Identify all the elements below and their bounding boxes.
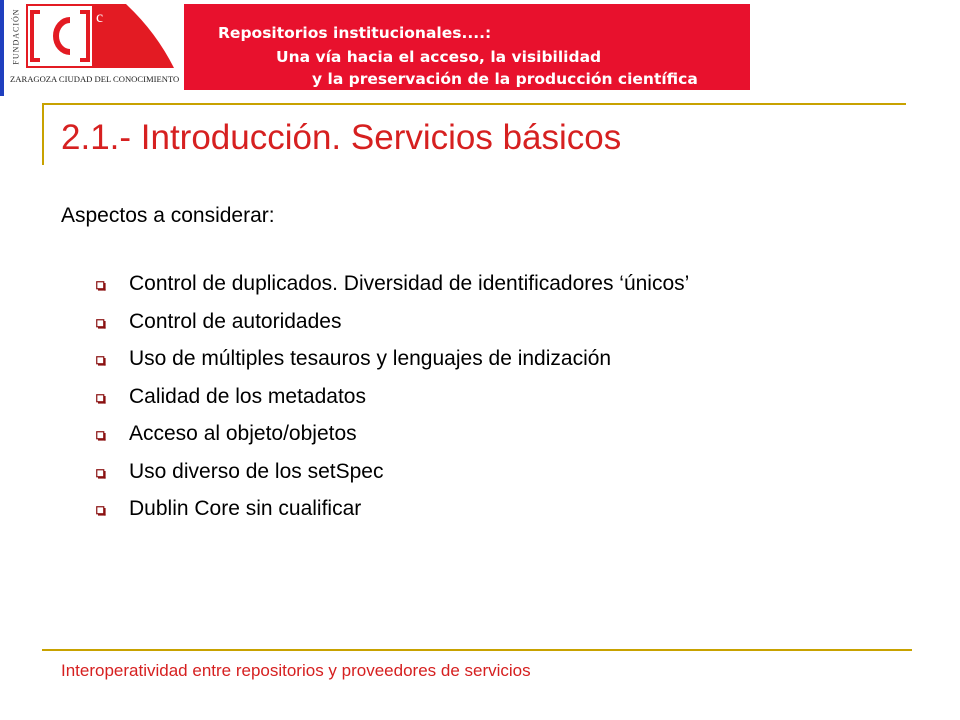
banner-line-2: Una vía hacia el acceso, la visibilidad (276, 48, 602, 66)
hollow-square-bullet-icon (96, 356, 106, 366)
header-banner (184, 4, 750, 90)
hollow-square-bullet-icon (96, 431, 106, 441)
bullet-text: Uso diverso de los setSpec (129, 459, 384, 483)
bullet-text: Control de duplicados. Diversidad de identificadores ‘únicos’ (129, 272, 690, 295)
logo-superscript: c (96, 9, 104, 26)
logo-vertical-label: FUNDACIÓN (11, 8, 21, 65)
bullet-text: Control de autoridades (129, 309, 342, 333)
bullet-text: Calidad de los metadatos (129, 384, 366, 408)
slide-title: 2.1.- Introducción. Servicios básicos (61, 118, 622, 157)
hollow-square-bullet-icon (96, 469, 106, 479)
footer-rule (42, 649, 912, 651)
hollow-square-bullet-icon (96, 281, 106, 291)
banner-line-3: y la preservación de la producción científica (312, 70, 698, 88)
intro-text: Aspectos a considerar: (61, 204, 275, 227)
bullet-text: Dublin Core sin cualificar (129, 497, 362, 520)
banner-line-1: Repositorios institucionales....: (218, 24, 492, 42)
bullet-text: Acceso al objeto/objetos (129, 422, 357, 445)
logo-org-name: ZARAGOZA CIUDAD DEL CONOCIMIENTO (10, 74, 180, 84)
logo-mark-icon (6, 2, 178, 74)
hollow-square-bullet-icon (96, 394, 106, 404)
bullet-text: Uso de múltiples tesauros y lenguajes de indización (129, 347, 612, 370)
title-rule-top (42, 103, 906, 105)
footer-text: Interoperatividad entre repositorios y proveedores de servicios (61, 661, 531, 680)
hollow-square-bullet-icon (96, 506, 106, 516)
title-rule-left (42, 103, 44, 165)
fundacion-logo (6, 2, 178, 90)
hollow-square-bullet-icon (96, 319, 106, 329)
